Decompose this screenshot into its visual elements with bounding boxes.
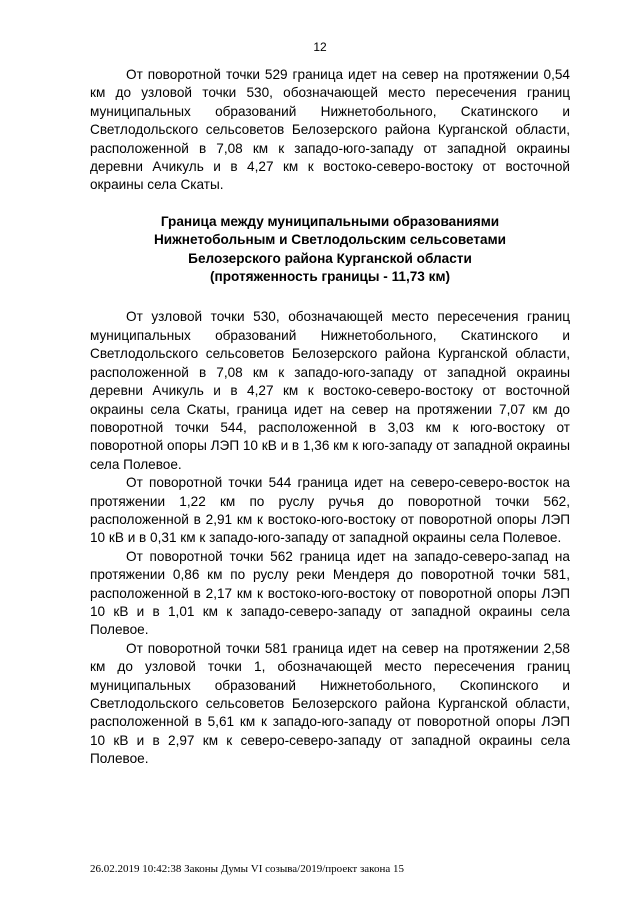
heading-line: Нижнетобольным и Светлодольским сельсоветами — [153, 232, 507, 248]
paragraph: От поворотной точки 562 граница идет на западо-северо-запад на протяжении 0,86 км по руслу реки Мендеря до поворотной точки 581, расположенной в 2,17 км к востоко-юго-востоку от поворотной опоры ЛЭП 10 кВ и в 1,01 км к западо-северо-западу от западной окраины села Полевое. — [90, 548, 570, 638]
page-number: 12 — [313, 40, 327, 54]
heading-line: Белозерского района Курганской области — [188, 250, 472, 266]
paragraph: От поворотной точки 581 граница идет на север на протяжении 2,58 км до узловой точки 1, обозначающей место пересечения границ муниципальных образований Нижнетобольного, Скопинского и Светлодольского сельсоветов Белозерского района Курганской области, расположенной в 5,61 км к западо-юго-западу от поворотной опоры ЛЭП 10 кВ и в 2,97 км к северо-северо-западу от западной окраины села Полевое. — [90, 640, 570, 767]
section-heading — [90, 213, 570, 287]
paragraph: От поворотной точки 544 граница идет на северо-северо-восток на протяжении 1,22 км по руслу ручья до поворотной точки 562, расположенной в 2,91 км к востоко-юго-востоку от поворотной опоры ЛЭП 10 кВ и в 0,31 км к западо-юго-западу от западной окраины села Полевое. — [90, 475, 570, 546]
paragraph: От поворотной точки 529 граница идет на север на протяжении 0,54 км до узловой точки 530, обозначающей место пересечения границ муниципальных образований Нижнетобольного, Скатинского и Светлодольского сельсоветов Белозерского района Курганской области, расположенной в 7,08 км к западо-юго-западу от западной окраины деревни Ачикуль и в 4,27 км к востоко-северо-востоку от восточной окраины села Скаты. — [90, 67, 570, 193]
document-body — [90, 66, 570, 769]
paragraph: От узловой точки 530, обозначающей место пересечения границ муниципальных образований Нижнетобольного, Скатинского и Светлодольского сельсоветов Белозерского района Курганской области, расположенной в 7,08 км к западо-юго-западу от западной окраины деревни Ачикуль и в 4,27 км к востоко-северо-востоку от восточной окраины села Скаты, граница идет на север на протяжении 7,07 км до поворотной точки 544, расположенной в 3,03 км к юго-востоку от поворотной опоры ЛЭП 10 кВ и в 1,36 км к юго-западу от западной окраины села Полевое. — [90, 309, 570, 472]
document-footer: 26.02.2019 10:42:38 Законы Думы VI созыва/2019/проект закона 15 — [90, 863, 404, 875]
heading-line: (протяженность границы - 11,73 км) — [209, 269, 451, 285]
heading-line: Граница между муниципальными образованиями — [160, 213, 500, 229]
